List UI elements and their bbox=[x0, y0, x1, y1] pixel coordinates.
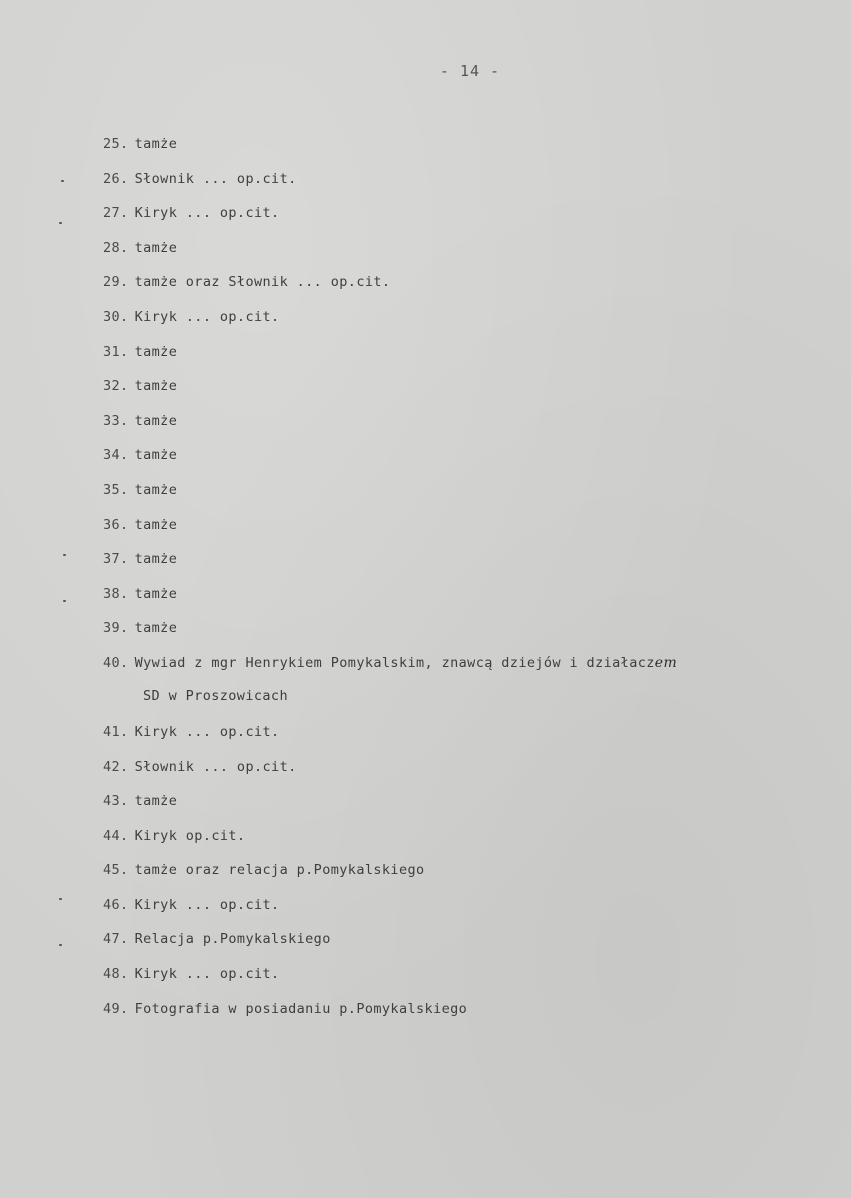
footnote-item bbox=[103, 340, 823, 375]
footnote-number: 31. bbox=[103, 343, 129, 360]
footnote-number: 49. bbox=[103, 1000, 129, 1017]
footnote-text: tamże bbox=[134, 620, 178, 637]
footnote-item bbox=[103, 616, 823, 651]
footnote-list bbox=[103, 132, 823, 1031]
margin-speck bbox=[63, 600, 66, 602]
footnote-text: Kiryk ... op.cit. bbox=[134, 308, 280, 325]
footnote-item bbox=[103, 789, 823, 824]
footnote-item bbox=[103, 236, 823, 271]
footnote-item bbox=[103, 858, 823, 893]
footnote-text: tamże bbox=[134, 516, 178, 533]
footnote-item bbox=[103, 409, 823, 444]
footnote-number: 38. bbox=[103, 585, 129, 602]
footnote-text: tamże bbox=[134, 481, 178, 498]
footnote-text: tamże bbox=[134, 239, 178, 256]
footnote-number: 27. bbox=[103, 205, 129, 222]
footnote-number: 48. bbox=[103, 966, 129, 983]
footnote-text: tamże oraz relacja p.Pomykalskiego bbox=[134, 862, 425, 879]
footnote-text: Kiryk ... op.cit. bbox=[134, 896, 280, 913]
footnote-text: tamże bbox=[134, 585, 178, 602]
footnote-text: Wywiad z mgr Henrykiem Pomykalskim, znawcą dziejów i działacz bbox=[134, 654, 655, 671]
footnote-text: tamże bbox=[134, 343, 178, 360]
footnote-item bbox=[103, 927, 823, 962]
footnote-text: Kiryk op.cit. bbox=[134, 827, 246, 844]
footnote-text: tamże bbox=[134, 551, 178, 568]
footnote-number: 33. bbox=[103, 412, 129, 429]
footnote-number: 37. bbox=[103, 551, 129, 568]
margin-speck bbox=[61, 180, 64, 182]
footnote-number: 40. bbox=[103, 654, 129, 671]
footnote-text: Kiryk ... op.cit. bbox=[134, 205, 280, 222]
footnote-text: Słownik ... op.cit. bbox=[134, 758, 297, 775]
footnote-text: Kiryk ... op.cit. bbox=[134, 966, 280, 983]
footnote-text: Słownik ... op.cit. bbox=[134, 170, 297, 187]
footnote-number: 41. bbox=[103, 723, 129, 740]
footnote-item bbox=[103, 513, 823, 548]
footnote-number: 32. bbox=[103, 378, 129, 395]
footnote-item bbox=[103, 582, 823, 617]
footnote-number: 47. bbox=[103, 931, 129, 948]
footnote-item bbox=[103, 651, 823, 720]
footnote-number: 45. bbox=[103, 862, 129, 879]
footnote-number: 36. bbox=[103, 516, 129, 533]
footnote-number: 29. bbox=[103, 274, 129, 291]
footnote-number: 30. bbox=[103, 308, 129, 325]
footnote-number: 28. bbox=[103, 239, 129, 256]
footnote-item bbox=[103, 893, 823, 928]
footnote-number: 43. bbox=[103, 793, 129, 810]
footnote-text: Kiryk ... op.cit. bbox=[134, 723, 280, 740]
footnote-text: Fotografia w posiadaniu p.Pomykalskiego bbox=[134, 1000, 468, 1017]
handwritten-correction: em bbox=[654, 654, 678, 671]
footnote-text: tamże bbox=[134, 412, 178, 429]
footnote-item bbox=[103, 997, 823, 1032]
footnote-number: 25. bbox=[103, 136, 129, 152]
footnote-item bbox=[103, 167, 823, 202]
footnote-item bbox=[103, 374, 823, 409]
footnote-text: tamże bbox=[134, 447, 178, 464]
footnote-item bbox=[103, 270, 823, 305]
footnote-item bbox=[103, 962, 823, 997]
footnote-item bbox=[103, 755, 823, 790]
footnote-text: tamże oraz Słownik ... op.cit. bbox=[134, 274, 391, 291]
footnote-number: 39. bbox=[103, 620, 129, 637]
footnote-number: 44. bbox=[103, 827, 129, 844]
footnote-number: 42. bbox=[103, 758, 129, 775]
footnote-number: 34. bbox=[103, 447, 129, 464]
footnote-text: tamże bbox=[134, 793, 178, 810]
footnote-item bbox=[103, 478, 823, 513]
margin-speck bbox=[59, 944, 62, 946]
page-number: - 14 - bbox=[439, 62, 501, 80]
footnote-item bbox=[103, 132, 823, 167]
footnote-item bbox=[103, 720, 823, 755]
footnote-continuation: SD w Proszowicach bbox=[143, 687, 288, 704]
footnote-item bbox=[103, 201, 823, 236]
margin-speck bbox=[59, 222, 62, 224]
footnote-text: tamże bbox=[134, 378, 178, 395]
footnote-item bbox=[103, 824, 823, 859]
margin-speck bbox=[59, 898, 62, 900]
footnote-number: 26. bbox=[103, 170, 129, 187]
footnote-text: Relacja p.Pomykalskiego bbox=[134, 931, 331, 948]
footnote-text: tamże bbox=[134, 136, 178, 152]
footnote-item bbox=[103, 305, 823, 340]
footnote-item bbox=[103, 547, 823, 582]
footnote-number: 46. bbox=[103, 896, 129, 913]
margin-speck bbox=[63, 554, 66, 556]
footnote-item bbox=[103, 443, 823, 478]
footnote-number: 35. bbox=[103, 481, 129, 498]
